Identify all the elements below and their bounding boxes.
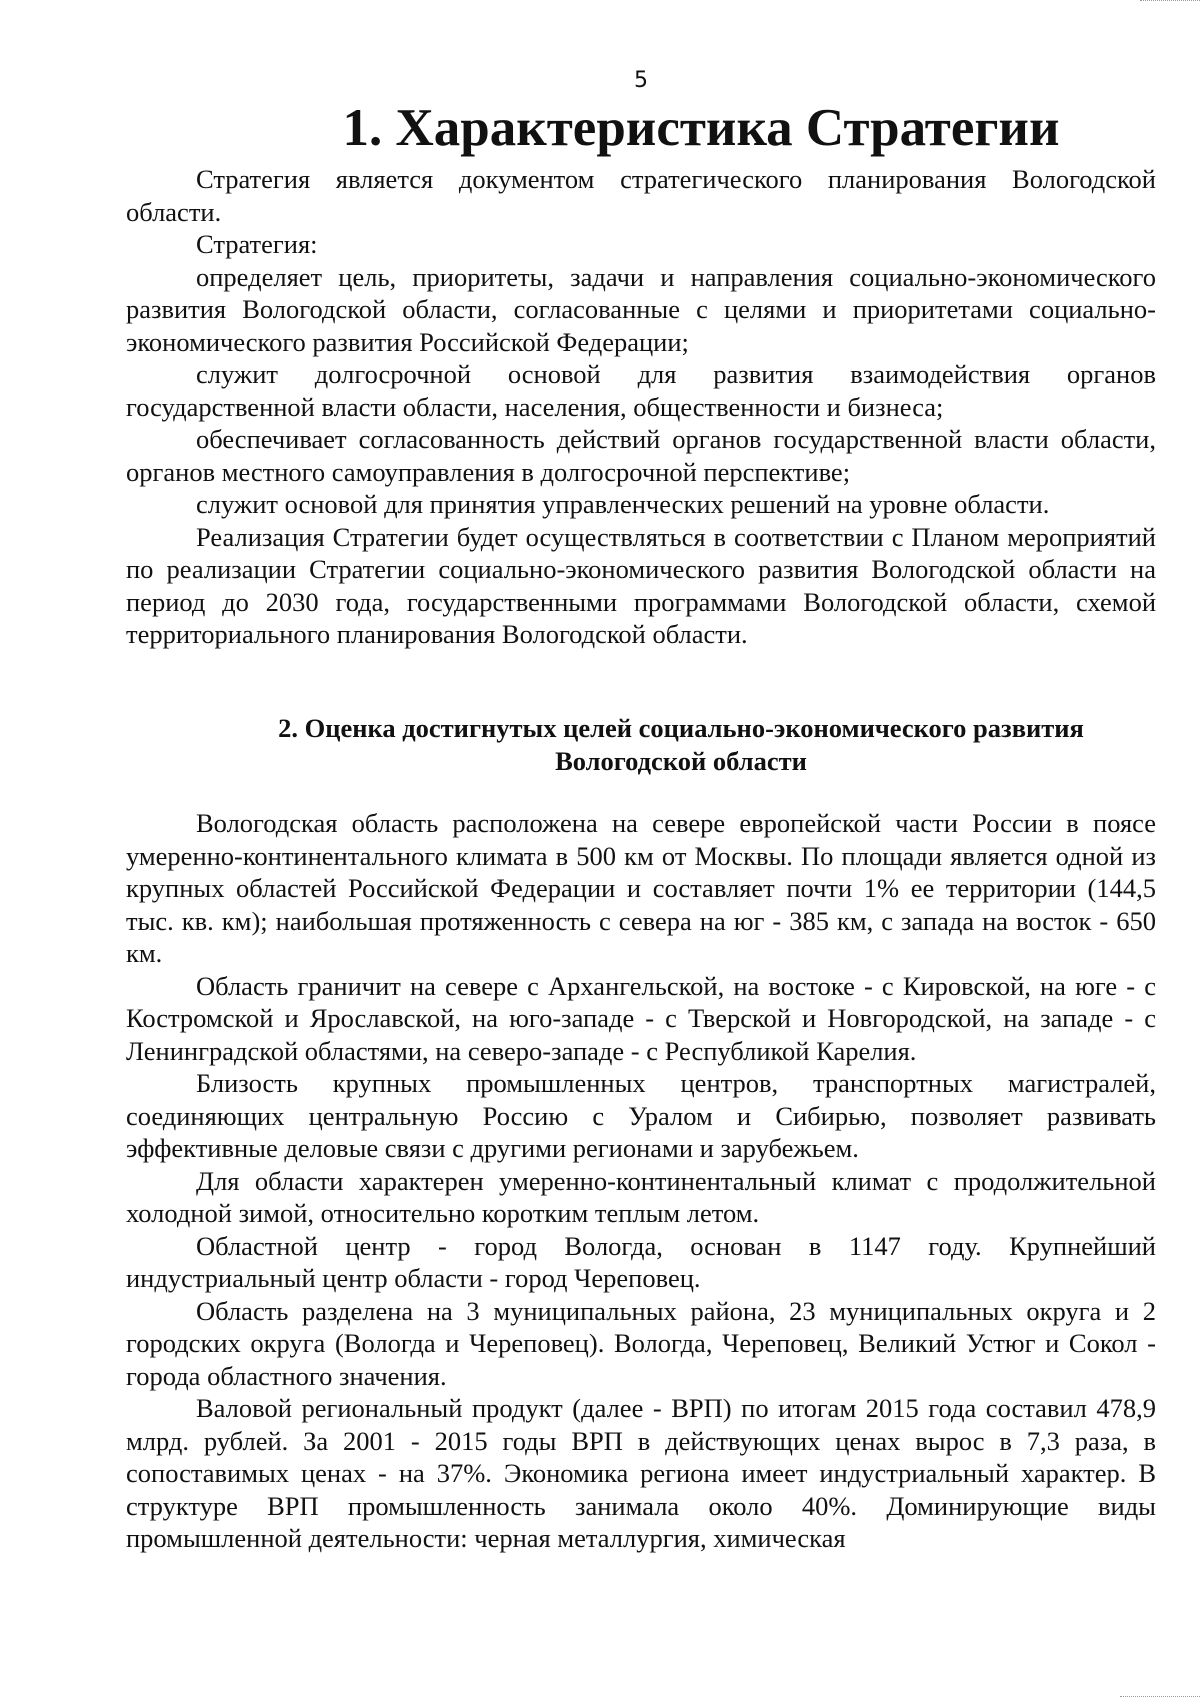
paragraph: Область граничит на севере с Архангельской, на востоке - с Кировской, на юге - с Костромской и Ярославской, на юго-западе - с Тверской и Новгородской, на западе - с Ленинградской областями, на северо-западе - с Республикой Карелия. — [126, 970, 1156, 1066]
paragraph: обеспечивает согласованность действий органов государственной власти области, органов местного самоуправления в долгосрочной перспективе; — [126, 424, 1156, 487]
paragraph: Стратегия является документом стратегического планирования Вологодской области. — [126, 164, 1156, 227]
section-2-title-line-2: Вологодской области — [555, 745, 807, 776]
section-1-body — [126, 163, 1156, 651]
paragraph: Вологодская область расположена на севере европейской части России в поясе умеренно-континентального климата в 500 км от Москвы. По площади является одной из крупных областей Российской Федерации и составляет почти 1% ее территории (144,5 тыс. кв. км); наибольшая протяженность с севера на юг - 385 км, с запада на восток - 650 км. — [126, 808, 1156, 968]
paragraph: Реализация Стратегии будет осуществляться в соответствии с Планом мероприятий по реализации Стратегии социально-экономического развития Вологодской области на период до 2030 года, государственными программами Вологодской области, схемой территориального планирования Вологодской области. — [126, 521, 1156, 649]
paragraph: Близость крупных промышленных центров, транспортных магистралей, соединяющих центральную Россию с Уралом и Сибирью, позволяет развивать эффективные деловые связи с другими регионами и зарубежьем. — [126, 1068, 1156, 1163]
paragraph: служит основой для принятия управленческих решений на уровне области. — [196, 489, 1050, 519]
paragraph: Для области характерен умеренно-континентальный климат с продолжительной холодной зимой, относительно коротким теплым летом. — [126, 1165, 1156, 1228]
paragraph: Валовой региональный продукт (далее - ВРП) по итогам 2015 года составил 478,9 млрд. рублей. За 2001 - 2015 годы ВРП в действующих ценах вырос в 7,3 раза, в сопоставимых ценах - на 37%. Экономика региона имеет индустриальный характер. В структуре ВРП промышленность занимала около 40%. Доминирующие виды промышленной деятельности: черная металлургия, химическая — [126, 1393, 1156, 1553]
section-2-title — [126, 712, 1156, 777]
section-1-title: 1. Характеристика Стратегии — [342, 99, 1060, 157]
scan-edge-mark-top — [1140, 0, 1200, 7]
paragraph: Областной центр - город Вологда, основан в 1147 году. Крупнейший индустриальный центр области - город Череповец. — [126, 1230, 1156, 1293]
paragraph: определяет цель, приоритеты, задачи и направления социально-экономического развития Вологодской области, согласованные с целями и приоритетами социально-экономического развития Российской Федерации; — [126, 261, 1156, 357]
scan-edge-mark-bottom — [1120, 1690, 1200, 1697]
paragraph: служит долгосрочной основой для развития взаимодействия органов государственной власти области, населения, общественности и бизнеса; — [126, 359, 1156, 422]
section-2-body — [126, 807, 1156, 1555]
paragraph: Область разделена на 3 муниципальных района, 23 муниципальных округа и 2 городских округа (Вологда и Череповец). Вологда, Череповец, Великий Устюг и Сокол - города областного значения. — [126, 1295, 1156, 1391]
page-number: 5 — [634, 68, 648, 93]
section-2-title-line-1: 2. Оценка достигнутых целей социально-экономического развития — [278, 713, 1084, 743]
paragraph: Стратегия: — [196, 229, 318, 259]
